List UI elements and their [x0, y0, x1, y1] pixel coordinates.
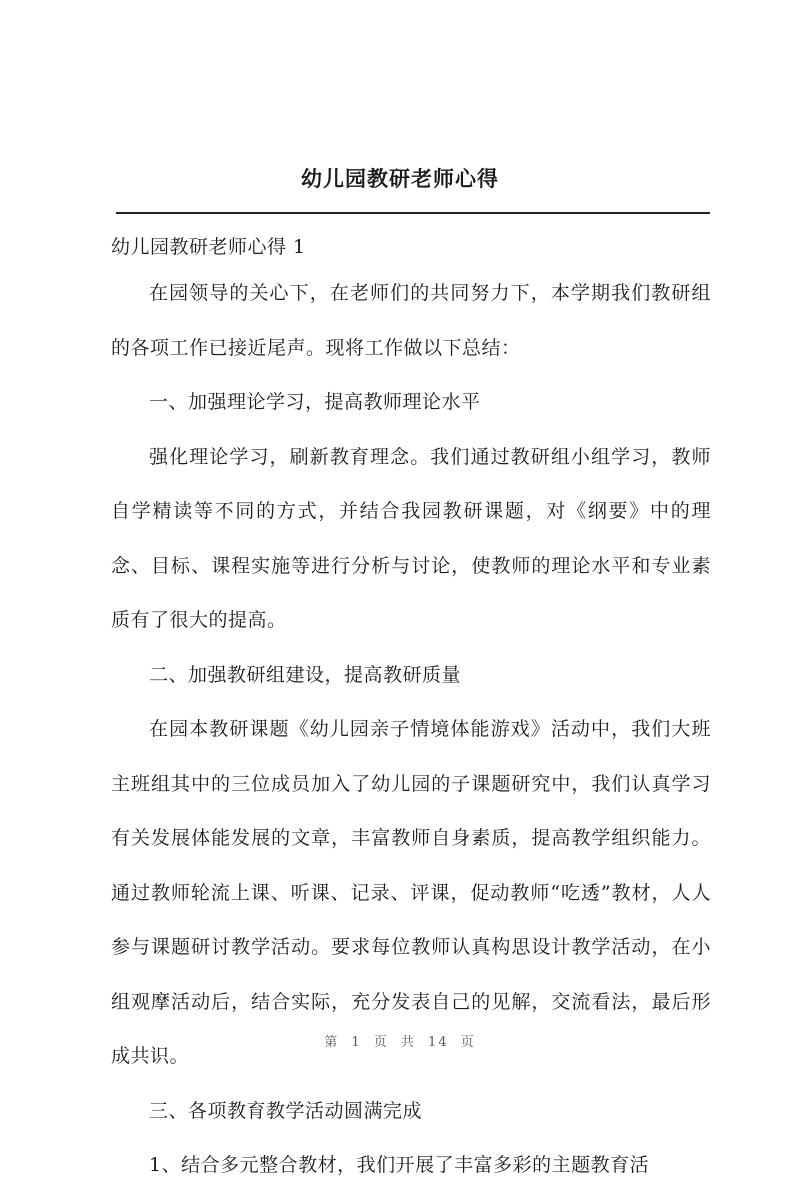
title-divider: [116, 212, 710, 214]
page-footer: 第 1 页 共 14 页: [324, 1035, 476, 1050]
document-body: [111, 266, 711, 1193]
paragraph-heading-3: 三、各项教育教学活动圆满完成: [149, 1099, 423, 1122]
document-title: 幼儿园教研老师心得: [301, 166, 499, 191]
paragraph-heading-1: 一、加强理论学习，提高教师理论水平: [149, 391, 481, 413]
section-heading: 幼儿园教研老师心得 1: [111, 236, 306, 258]
paragraph-heading-2: 二、加强教研组建设，提高教研质量: [149, 663, 462, 686]
paragraph-activities: 1、结合多元整合教材，我们开展了丰富多彩的主题教育活: [149, 1154, 650, 1176]
paragraph-intro: 在园领导的关心下，在老师们的共同努力下，本学期我们教研组的各项工作已接近尾声。现将工作做以下总结：: [111, 282, 711, 359]
paragraph-theory: 强化理论学习，刷新教育理念。我们通过教研组小组学习，教师自学精读等不同的方式，并结合我园教研课题，对《纲要》中的理念、目标、课程实施等进行分析与讨论，使教师的理论水平和专业素质有了很大的提高。: [111, 445, 711, 631]
paragraph-research: 在园本教研课题《幼儿园亲子情境体能游戏》活动中，我们大班主班组其中的三位成员加入了幼儿园的子课题研究中，我们认真学习有关发展体能发展的文章，丰富教师自身素质，提高教学组织能力。通过教师轮流上课、听课、记录、评课，促动教师“吃透”教材，人人参与课题研讨教学活动。要求每位教师认真构思设计教学活动，在小组观摩活动后，结合实际，充分发表自己的见解，交流看法，最后形成共识。: [111, 718, 711, 1067]
